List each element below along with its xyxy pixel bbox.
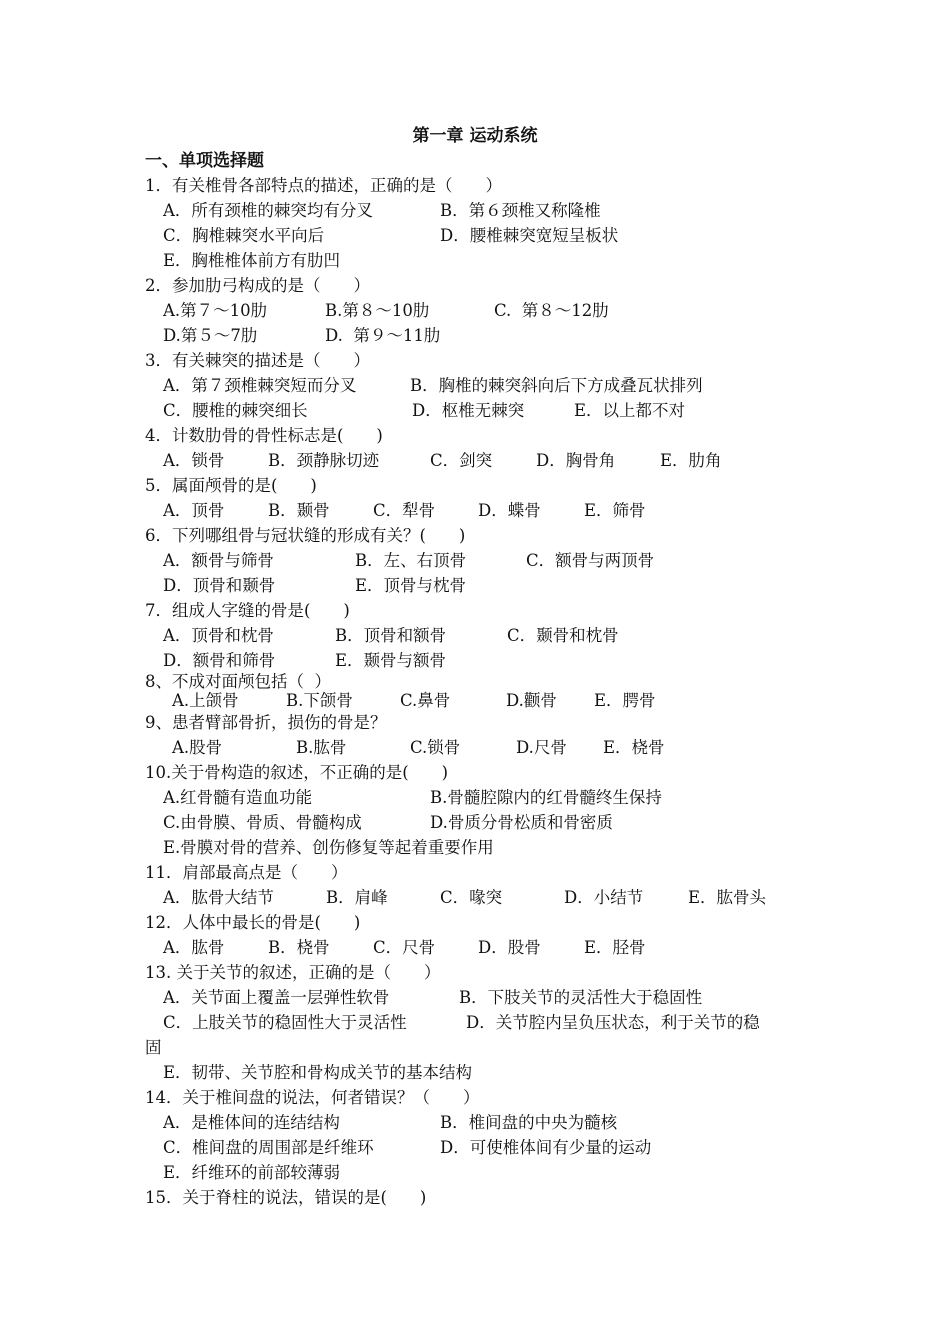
question-12: 12．人体中最长的骨是( ) — [145, 913, 361, 932]
option: A．所有颈椎的棘突均有分叉 — [163, 201, 373, 220]
option: E．腭骨 — [594, 691, 656, 710]
option: B．胸椎的棘突斜向后下方成叠瓦状排列 — [410, 376, 703, 395]
option: D．关节腔内呈负压状态，利于关节的稳 — [466, 1013, 760, 1032]
option: C．上肢关节的稳固性大于灵活性 — [163, 1013, 407, 1032]
option: E．以上都不对 — [574, 401, 686, 420]
option: E．桡骨 — [603, 738, 665, 757]
option: D．股骨 — [478, 938, 541, 957]
option: A．顶骨和枕骨 — [163, 626, 274, 645]
option: D. 第９～11肋 — [325, 326, 441, 345]
option: A．顶骨 — [163, 501, 225, 520]
option: B．顶骨和额骨 — [335, 626, 447, 645]
option: C．犁骨 — [373, 501, 436, 520]
option: B.骨髓腔隙内的红骨髓终生保持 — [430, 788, 662, 807]
option: E．韧带、关节腔和骨构成关节的基本结构 — [163, 1063, 473, 1082]
option: C．颞骨和枕骨 — [507, 626, 619, 645]
option: A．肱骨 — [163, 938, 225, 957]
chapter-title: 第一章 运动系统 — [412, 126, 538, 146]
question-1: 1．有关椎骨各部特点的描述，正确的是（ ） — [145, 176, 502, 195]
option: C．剑突 — [430, 451, 493, 470]
option: D．枢椎无棘突 — [412, 401, 525, 420]
option: C．腰椎的棘突细长 — [163, 401, 308, 420]
option: B．左、右顶骨 — [355, 551, 467, 570]
option: E．肋角 — [660, 451, 722, 470]
option-continuation: 固 — [145, 1038, 162, 1057]
option: B．颞骨 — [268, 501, 330, 520]
option: B．椎间盘的中央为髓核 — [440, 1113, 618, 1132]
option: D．可使椎体间有少量的运动 — [440, 1138, 652, 1157]
section-heading: 一、单项选择题 — [145, 151, 264, 171]
option: A.第７～10肋 — [163, 301, 268, 320]
question-7: 7．组成人字缝的骨是( ) — [145, 601, 350, 620]
option: D．胸骨角 — [536, 451, 616, 470]
option: C．胸椎棘突水平向后 — [163, 226, 325, 245]
question-11: 11．肩部最高点是（ ） — [145, 863, 348, 882]
option: B．肩峰 — [326, 888, 388, 907]
question-8: 8、不成对面颅包括（ ） — [145, 672, 331, 691]
option: B.下颌骨 — [286, 691, 353, 710]
option: C．尺骨 — [373, 938, 436, 957]
option: B．桡骨 — [268, 938, 330, 957]
question-10: 10.关于骨构造的叙述，不正确的是( ) — [145, 763, 449, 782]
option: D.颧骨 — [506, 691, 557, 710]
option: A.上颌骨 — [172, 691, 239, 710]
option: A．肱骨大结节 — [163, 888, 274, 907]
option: D．顶骨和颞骨 — [163, 576, 276, 595]
option: D．蝶骨 — [478, 501, 541, 520]
option: E．纤维环的前部较薄弱 — [163, 1163, 341, 1182]
option: A．第７颈椎棘突短而分叉 — [163, 376, 357, 395]
option: B．颈静脉切迹 — [268, 451, 380, 470]
question-4: 4．计数肋骨的骨性标志是( ) — [145, 426, 383, 445]
option: D．小结节 — [564, 888, 644, 907]
option: D.第５～7肋 — [163, 326, 258, 345]
question-3: 3．有关棘突的描述是（ ） — [145, 351, 370, 370]
option: C.锁骨 — [410, 738, 461, 757]
question-14: 14．关于椎间盘的说法，何者错误？（ ） — [145, 1088, 480, 1107]
option: A．是椎体间的连结结构 — [163, 1113, 340, 1132]
option: C. 第８～12肋 — [494, 301, 609, 320]
option: D.骨质分骨松质和骨密质 — [430, 813, 613, 832]
option: B.第８～10肋 — [325, 301, 430, 320]
option: E．胸椎椎体前方有肋凹 — [163, 251, 341, 270]
option: A．额骨与筛骨 — [163, 551, 274, 570]
option: B．第６颈椎又称隆椎 — [440, 201, 601, 220]
option: E．胫骨 — [584, 938, 646, 957]
option: D．腰椎棘突宽短呈板状 — [440, 226, 619, 245]
option: E．颞骨与额骨 — [335, 651, 447, 670]
question-15: 15．关于脊柱的说法，错误的是( ) — [145, 1188, 427, 1207]
option: A．锁骨 — [163, 451, 225, 470]
option: C．椎间盘的周围部是纤维环 — [163, 1138, 374, 1157]
option: C.由骨膜、骨质、骨髓构成 — [163, 813, 362, 832]
option: E.骨膜对骨的营养、创伤修复等起着重要作用 — [163, 838, 494, 857]
option: D．额骨和筛骨 — [163, 651, 276, 670]
option: C.鼻骨 — [400, 691, 451, 710]
question-5: 5．属面颅骨的是( ) — [145, 476, 317, 495]
option: E．筛骨 — [584, 501, 646, 520]
question-13: 13. 关于关节的叙述，正确的是（ ） — [145, 963, 441, 982]
option: E．肱骨头 — [688, 888, 767, 907]
question-9: 9、患者臂部骨折，损伤的骨是？ — [145, 713, 387, 732]
option: A.红骨髓有造血功能 — [163, 788, 313, 807]
question-6: 6．下列哪组骨与冠状缝的形成有关？( ) — [145, 526, 466, 545]
option: B.肱骨 — [296, 738, 347, 757]
question-2: 2．参加肋弓构成的是（ ） — [145, 276, 370, 295]
option: C．喙突 — [440, 888, 503, 907]
option: E．顶骨与枕骨 — [355, 576, 467, 595]
option: D.尺骨 — [516, 738, 567, 757]
option: C．额骨与两顶骨 — [526, 551, 655, 570]
option: B．下肢关节的灵活性大于稳固性 — [459, 988, 703, 1007]
option: A．关节面上覆盖一层弹性软骨 — [163, 988, 390, 1007]
option: A.股骨 — [172, 738, 223, 757]
